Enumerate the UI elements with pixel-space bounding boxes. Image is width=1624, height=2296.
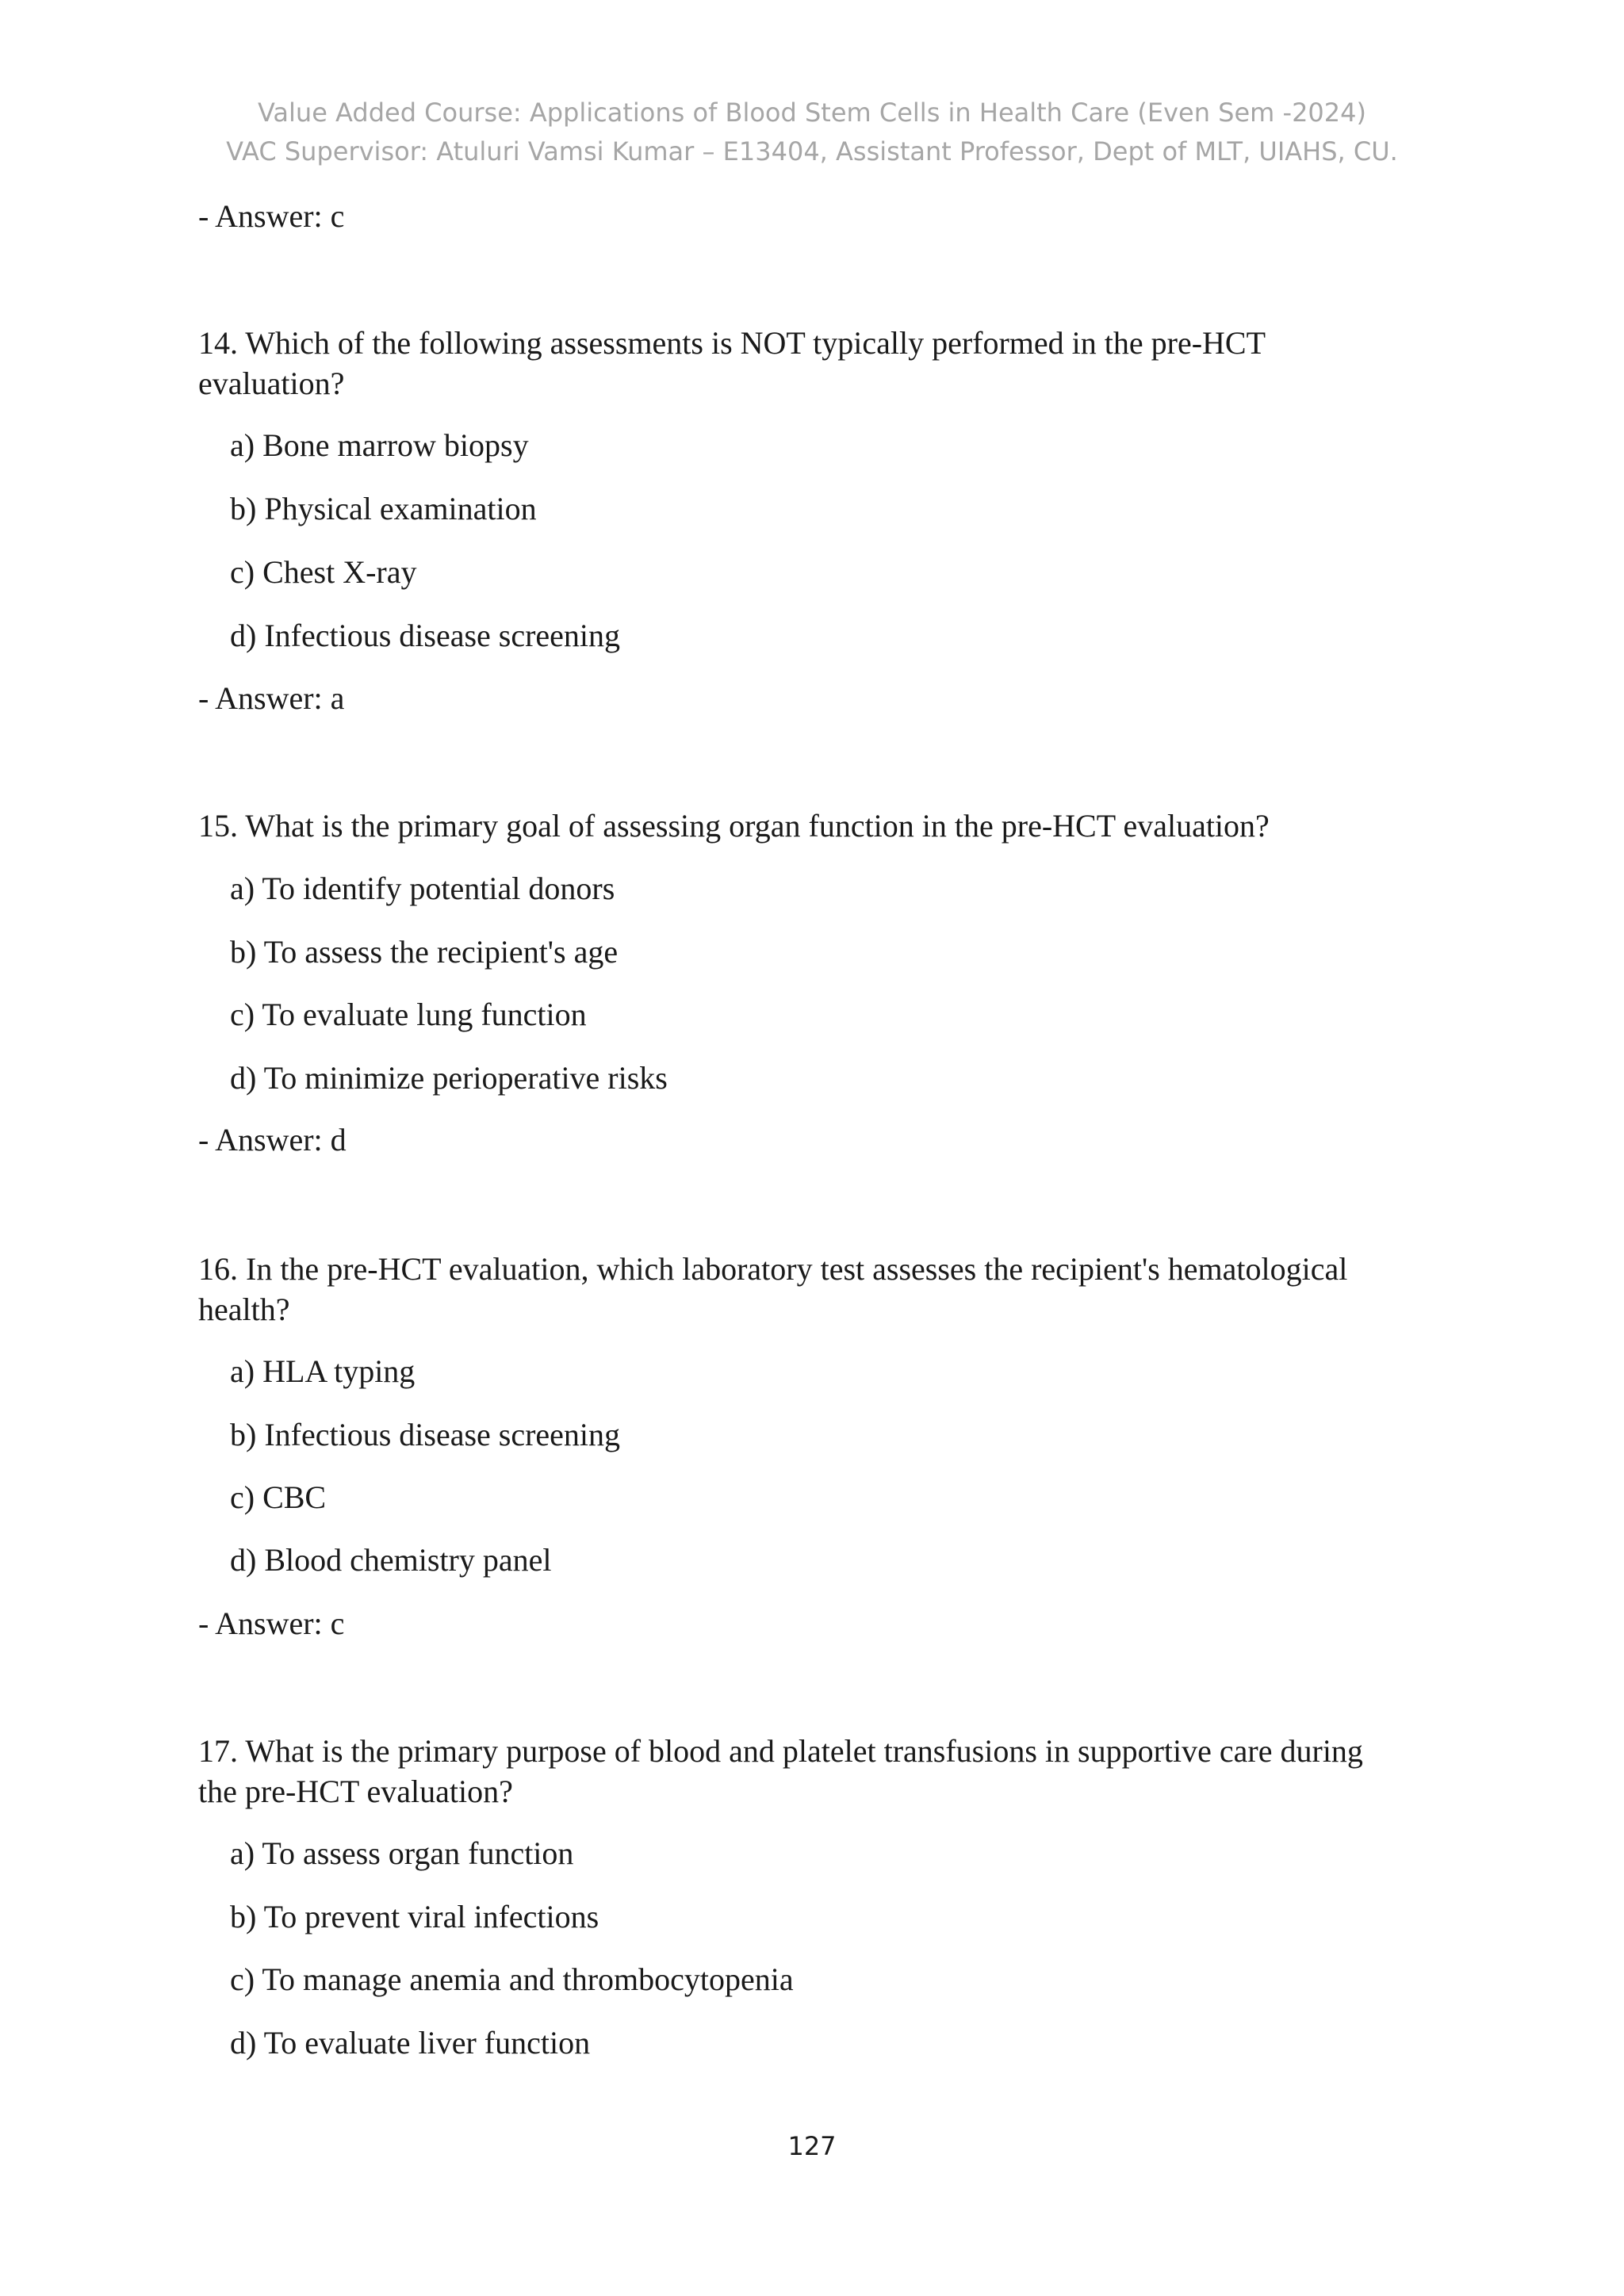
option-d: d) To minimize perioperative risks bbox=[230, 1060, 668, 1096]
option-a: a) HLA typing bbox=[230, 1353, 416, 1389]
question-text-continued: evaluation? bbox=[198, 365, 345, 401]
option-b: b) Physical examination bbox=[230, 491, 537, 526]
question-text: 17. What is the primary purpose of blood and platelet transfusions in supportive care during bbox=[198, 1733, 1363, 1769]
option-a: a) Bone marrow biopsy bbox=[230, 427, 529, 463]
option-b: b) Infectious disease screening bbox=[230, 1417, 621, 1452]
option-c: c) To manage anemia and thrombocytopenia bbox=[230, 1961, 794, 1997]
option-a: a) To identify potential donors bbox=[230, 871, 615, 906]
option-d: d) Blood chemistry panel bbox=[230, 1542, 552, 1578]
question-text: 16. In the pre-HCT evaluation, which laboratory test assesses the recipient's hematological bbox=[198, 1251, 1348, 1287]
option-b: b) To assess the recipient's age bbox=[230, 934, 619, 970]
option-d: d) To evaluate liver function bbox=[230, 2025, 591, 2061]
option-a: a) To assess organ function bbox=[230, 1835, 574, 1871]
question-text: 14. Which of the following assessments is NOT typically performed in the pre-HCT bbox=[198, 325, 1266, 361]
page-number: 127 bbox=[787, 2131, 837, 2161]
answer: - Answer: a bbox=[198, 680, 345, 716]
option-b: b) To prevent viral infections bbox=[230, 1899, 599, 1934]
answer: - Answer: c bbox=[198, 1605, 345, 1641]
option-c: c) CBC bbox=[230, 1479, 327, 1515]
header-supervisor: VAC Supervisor: Atuluri Vamsi Kumar – E13404, Assistant Professor, Dept of MLT, UIAHS, CU. bbox=[226, 136, 1398, 166]
carryover-answer: - Answer: c bbox=[198, 198, 345, 234]
option-d: d) Infectious disease screening bbox=[230, 618, 621, 653]
option-c: c) Chest X-ray bbox=[230, 554, 417, 590]
question-text: 15. What is the primary goal of assessing organ function in the pre-HCT evaluation? bbox=[198, 808, 1270, 844]
option-c: c) To evaluate lung function bbox=[230, 997, 587, 1032]
answer: - Answer: d bbox=[198, 1122, 347, 1158]
question-text-continued: health? bbox=[198, 1292, 290, 1327]
question-text-continued: the pre-HCT evaluation? bbox=[198, 1774, 513, 1809]
page-header bbox=[0, 94, 1624, 171]
header-course-title: Value Added Course: Applications of Blood Stem Cells in Health Care (Even Sem -2024) bbox=[258, 98, 1366, 128]
